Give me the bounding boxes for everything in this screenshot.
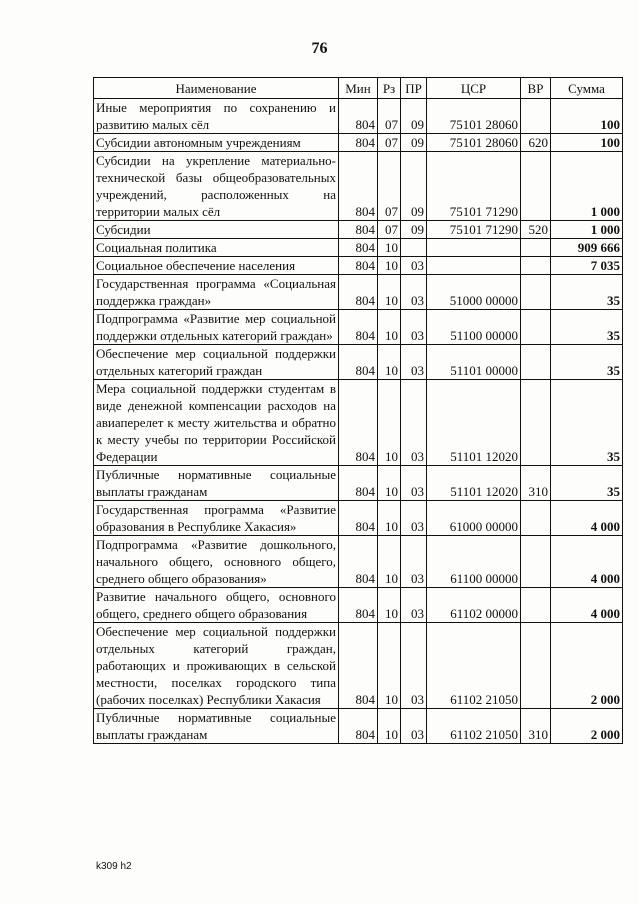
cell-csr: 61102 00000 (427, 588, 521, 623)
cell-csr (427, 239, 521, 257)
cell-sum: 1 000 (551, 221, 623, 239)
header-vr: ВР (521, 78, 551, 99)
cell-csr: 75101 71290 (427, 221, 521, 239)
cell-sum: 35 (551, 310, 623, 345)
table-row (94, 221, 623, 239)
cell-csr: 51000 00000 (427, 275, 521, 310)
cell-pr: 03 (401, 466, 427, 501)
cell-rz: 10 (378, 501, 401, 536)
cell-rz: 10 (378, 588, 401, 623)
cell-csr: 61102 21050 (427, 623, 521, 709)
table-row (94, 623, 623, 709)
cell-name: Мера социальной поддержки студентам в виде денежной компенсации расходов на авиаперелет к месту жительства и обратно к месту учебы по территории Российской Федерации (94, 380, 339, 466)
header-row (94, 78, 623, 99)
cell-pr: 03 (401, 536, 427, 588)
cell-pr: 03 (401, 588, 427, 623)
cell-vr (521, 275, 551, 310)
cell-vr: 310 (521, 466, 551, 501)
header-rz: Рз (378, 78, 401, 99)
cell-rz: 10 (378, 380, 401, 466)
cell-vr (521, 257, 551, 275)
cell-vr (521, 152, 551, 221)
table-row (94, 239, 623, 257)
cell-csr: 51101 00000 (427, 345, 521, 380)
budget-table (93, 77, 623, 744)
cell-min: 804 (339, 536, 378, 588)
cell-vr (521, 380, 551, 466)
cell-csr: 61000 00000 (427, 501, 521, 536)
cell-name: Субсидии (94, 221, 339, 239)
cell-sum: 1 000 (551, 152, 623, 221)
table-row (94, 310, 623, 345)
cell-rz: 10 (378, 466, 401, 501)
cell-vr (521, 536, 551, 588)
cell-rz: 07 (378, 221, 401, 239)
cell-pr: 03 (401, 501, 427, 536)
header-name: Наименование (94, 78, 339, 99)
cell-vr: 310 (521, 709, 551, 744)
cell-pr: 03 (401, 345, 427, 380)
cell-pr (401, 239, 427, 257)
cell-name: Публичные нормативные социальные выплаты гражданам (94, 709, 339, 744)
cell-min: 804 (339, 310, 378, 345)
cell-csr: 61102 21050 (427, 709, 521, 744)
cell-sum: 35 (551, 466, 623, 501)
cell-min: 804 (339, 152, 378, 221)
cell-sum: 100 (551, 134, 623, 152)
cell-sum: 7 035 (551, 257, 623, 275)
table-row (94, 588, 623, 623)
cell-csr: 75101 28060 (427, 99, 521, 134)
cell-sum: 2 000 (551, 623, 623, 709)
cell-name: Обеспечение мер социальной поддержки отдельных категорий граждан (94, 345, 339, 380)
cell-sum: 4 000 (551, 588, 623, 623)
cell-min: 804 (339, 501, 378, 536)
cell-sum: 909 666 (551, 239, 623, 257)
cell-min: 804 (339, 380, 378, 466)
cell-csr: 51100 00000 (427, 310, 521, 345)
header-min: Мин (339, 78, 378, 99)
cell-rz: 10 (378, 623, 401, 709)
cell-pr: 09 (401, 134, 427, 152)
cell-min: 804 (339, 99, 378, 134)
table-row (94, 345, 623, 380)
table-row (94, 501, 623, 536)
cell-pr: 09 (401, 221, 427, 239)
cell-sum: 2 000 (551, 709, 623, 744)
header-pr: ПР (401, 78, 427, 99)
cell-name: Социальная политика (94, 239, 339, 257)
cell-name: Государственная программа «Социальная поддержка граждан» (94, 275, 339, 310)
table-row (94, 380, 623, 466)
cell-rz: 07 (378, 134, 401, 152)
cell-vr: 520 (521, 221, 551, 239)
cell-csr (427, 257, 521, 275)
cell-vr (521, 239, 551, 257)
cell-min: 804 (339, 466, 378, 501)
cell-csr: 61100 00000 (427, 536, 521, 588)
cell-min: 804 (339, 588, 378, 623)
cell-vr (521, 99, 551, 134)
cell-name: Социальное обеспечение населения (94, 257, 339, 275)
cell-csr: 75101 28060 (427, 134, 521, 152)
table-row (94, 134, 623, 152)
cell-sum: 4 000 (551, 501, 623, 536)
cell-pr: 03 (401, 709, 427, 744)
cell-name: Обеспечение мер социальной поддержки отдельных категорий граждан, работающих и проживающих в сельской местности, поселках городского типа (рабочих поселках) Республики Хакасия (94, 623, 339, 709)
cell-pr: 09 (401, 99, 427, 134)
cell-pr: 09 (401, 152, 427, 221)
header-csr: ЦСР (427, 78, 521, 99)
cell-sum: 35 (551, 380, 623, 466)
cell-name: Публичные нормативные социальные выплаты гражданам (94, 466, 339, 501)
cell-rz: 10 (378, 257, 401, 275)
table-row (94, 466, 623, 501)
cell-rz: 07 (378, 99, 401, 134)
cell-rz: 10 (378, 239, 401, 257)
cell-vr (521, 345, 551, 380)
cell-pr: 03 (401, 257, 427, 275)
cell-min: 804 (339, 275, 378, 310)
cell-rz: 10 (378, 275, 401, 310)
table-row (94, 709, 623, 744)
cell-pr: 03 (401, 623, 427, 709)
cell-vr: 620 (521, 134, 551, 152)
cell-min: 804 (339, 134, 378, 152)
header-sum: Сумма (551, 78, 623, 99)
cell-min: 804 (339, 257, 378, 275)
cell-pr: 03 (401, 380, 427, 466)
cell-sum: 35 (551, 275, 623, 310)
cell-name: Подпрограмма «Развитие дошкольного, начального общего, основного общего, среднего общего образования» (94, 536, 339, 588)
table-row (94, 257, 623, 275)
cell-name: Иные мероприятия по сохранению и развитию малых сёл (94, 99, 339, 134)
cell-vr (521, 310, 551, 345)
cell-name: Субсидии автономным учреждениям (94, 134, 339, 152)
page-number: 76 (311, 40, 328, 57)
cell-name: Субсидии на укрепление материально-технической базы общеобразовательных учреждений, расположенных на территории малых сёл (94, 152, 339, 221)
cell-vr (521, 623, 551, 709)
cell-csr: 51101 12020 (427, 380, 521, 466)
cell-csr: 51101 12020 (427, 466, 521, 501)
cell-min: 804 (339, 623, 378, 709)
cell-pr: 03 (401, 310, 427, 345)
cell-min: 804 (339, 239, 378, 257)
cell-sum: 35 (551, 345, 623, 380)
cell-sum: 100 (551, 99, 623, 134)
cell-vr (521, 588, 551, 623)
cell-sum: 4 000 (551, 536, 623, 588)
cell-rz: 07 (378, 152, 401, 221)
cell-rz: 10 (378, 345, 401, 380)
cell-min: 804 (339, 709, 378, 744)
cell-rz: 10 (378, 709, 401, 744)
table-row (94, 536, 623, 588)
cell-pr: 03 (401, 275, 427, 310)
cell-min: 804 (339, 221, 378, 239)
cell-name: Развитие начального общего, основного общего, среднего общего образования (94, 588, 339, 623)
cell-csr: 75101 71290 (427, 152, 521, 221)
table-row (94, 275, 623, 310)
cell-rz: 10 (378, 536, 401, 588)
cell-min: 804 (339, 345, 378, 380)
table-row (94, 152, 623, 221)
cell-name: Подпрограмма «Развитие мер социальной поддержки отдельных категорий граждан» (94, 310, 339, 345)
cell-vr (521, 501, 551, 536)
footer-code: k309 h2 (96, 861, 132, 872)
cell-name: Государственная программа «Развитие образования в Республике Хакасия» (94, 501, 339, 536)
table-row (94, 99, 623, 134)
cell-rz: 10 (378, 310, 401, 345)
